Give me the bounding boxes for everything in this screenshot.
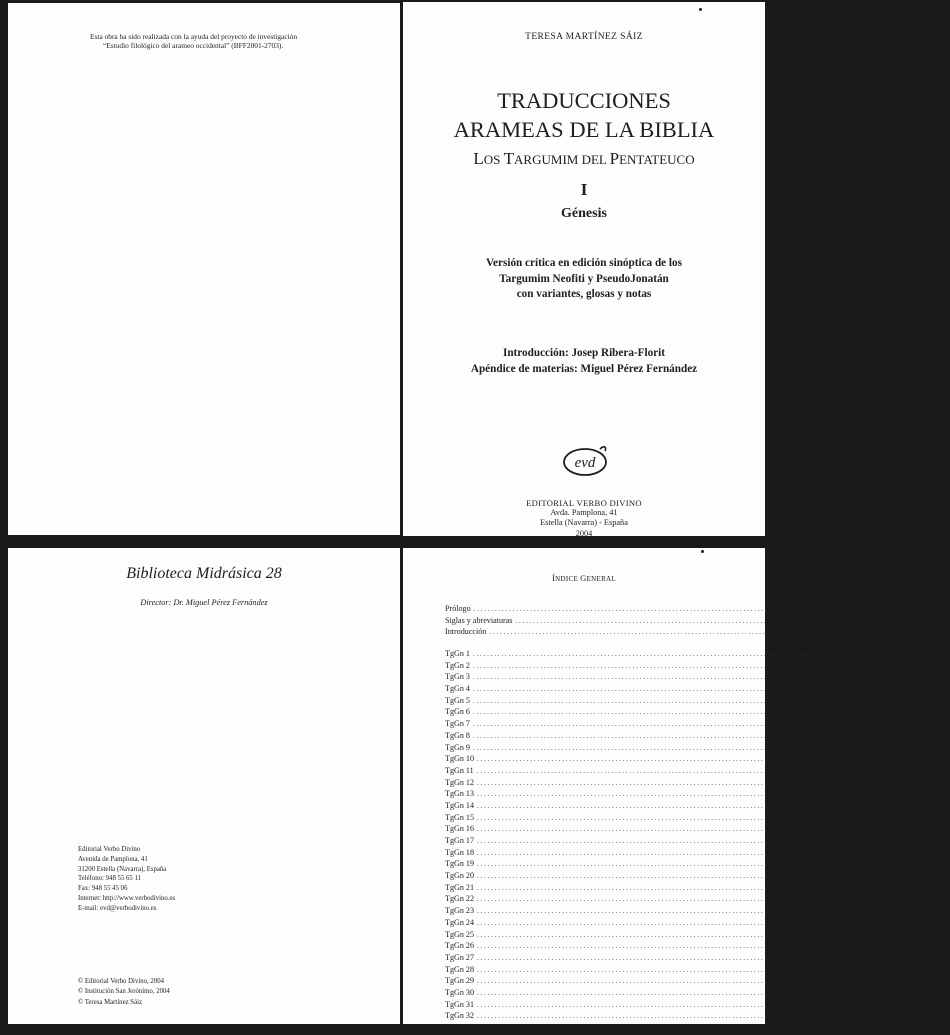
toc-entry-label: TgGn 11: [445, 765, 474, 775]
toc-leader-dots: ........................................................................................................................: [477, 801, 903, 810]
toc-entry: [445, 929, 918, 942]
toc-entry: [445, 615, 950, 628]
toc-leader-dots: ........................................................................................................................: [477, 1012, 903, 1021]
toc-entry: [445, 1023, 918, 1035]
toc-chapters: [445, 649, 918, 1035]
publisher-name: EDITORIAL VERBO DIVINO: [526, 498, 642, 508]
toc-entry-page: 137: [905, 871, 918, 881]
toc-entry-page: 165: [905, 929, 918, 939]
toc-entry-page: 146: [905, 894, 918, 904]
book-title-line-1: TRADUCCIONES: [497, 88, 671, 113]
toc-entry: [445, 871, 918, 883]
description-line: Targumim Neofiti y PseudoJonatán: [499, 272, 669, 285]
toc-entry: [445, 789, 918, 801]
toc-entry-page: 98: [905, 777, 914, 787]
introduction-credit: Introducción: Josep Ribera-Florit: [502, 347, 665, 359]
toc-entry-page: 104: [905, 800, 918, 810]
toc-entry: [445, 999, 918, 1012]
toc-entry-page: 93: [904, 765, 913, 775]
toc-entry-page: 120: [905, 836, 918, 845]
toc-entry: [445, 894, 918, 906]
toc-entry-page: 176: [905, 952, 918, 962]
toc-entry: [445, 800, 918, 813]
toc-entry: [445, 730, 910, 743]
toc-entry-label: TgGn 32: [445, 1011, 474, 1021]
author-name: TERESA MARTÍNEZ SÁIZ: [525, 32, 643, 42]
toc-entry: [445, 742, 910, 755]
contact-line: Editorial Verbo Divino: [78, 846, 141, 853]
toc-front-matter: [445, 604, 950, 639]
toc-entry-label: TgGn 8: [445, 730, 470, 740]
toc-entry-label: TgGn 15: [445, 812, 474, 822]
toc-entry-label: TgGn 4: [445, 684, 470, 694]
toc-entry-page: 195: [905, 987, 918, 997]
toc-entry-page: 183: [905, 964, 918, 974]
toc-leader-dots: ........................................................................................................................: [472, 685, 899, 694]
toc-entry: [445, 627, 922, 639]
toc-entry-label: TgGn 2: [445, 660, 470, 670]
toc-entry-page: 43: [900, 649, 910, 658]
logo-text: evd: [574, 455, 596, 471]
toc-leader-dots: ........................................................................................................................: [477, 1000, 903, 1009]
toc-entry-page: 156: [905, 917, 918, 927]
toc-entry-label: TgGn 31: [445, 999, 474, 1009]
toc-leader-dots: ........................................................................................................................: [472, 696, 899, 705]
publisher-block: [403, 498, 765, 539]
title-page: [403, 2, 765, 536]
toc-title-part: G: [580, 573, 587, 583]
funding-note: [90, 32, 390, 50]
toc-entry-label: TgGn 29: [445, 976, 474, 986]
toc-entry-label: TgGn 10: [445, 754, 474, 764]
toc-entry: [445, 859, 918, 871]
funding-line-2: “Estudio filológico del arameo occidental” (BFF2001-2703).: [103, 41, 284, 51]
toc-page: [403, 548, 950, 1032]
toc-leader-dots: ........................................................................................................................: [472, 661, 899, 670]
toc-entry-label: Introducción: [445, 627, 487, 637]
colophon-page: [8, 548, 400, 1024]
subtitle-part: T: [503, 149, 515, 168]
toc-entry-page: 140: [905, 882, 918, 892]
toc-entry-page: 54: [900, 672, 910, 682]
toc-leader-dots: ........................................................................................................................: [477, 860, 903, 869]
toc-leader-dots: ........................................................................................................................: [477, 825, 903, 834]
toc-leader-dots: ........................................................................................................................: [472, 708, 899, 717]
copyright-line: © Teresa Martínez Sáiz: [78, 998, 143, 1006]
toc-entry: [445, 649, 910, 661]
toc-entry: [445, 824, 917, 836]
toc-entry-page: 109: [905, 812, 918, 822]
toc-entry-page: 101: [905, 789, 918, 799]
contributors: [403, 346, 765, 377]
toc-entry-page: 62: [900, 684, 910, 694]
toc-leader-dots: ........................................................................................................................: [477, 790, 903, 799]
copyright-line: © Editorial Verbo Divino, 2004: [78, 978, 165, 985]
toc-entry-label: TgGn 26: [445, 941, 474, 951]
series-director: Director: Dr. Miguel Pérez Fernández: [140, 598, 268, 607]
contact-line: Internet: http://www.verbodivino.es: [78, 894, 176, 902]
toc-entry-page: 73: [900, 707, 910, 717]
toc-entry: [445, 952, 918, 965]
toc-leader-dots: ........................................................................................................................: [472, 650, 899, 658]
edition-description: [403, 256, 765, 303]
toc-leader-dots: ........................................................................................................................: [477, 965, 903, 974]
toc-entry-page: 69: [900, 695, 910, 705]
toc-entry: [445, 836, 918, 848]
toc-entry: [445, 1011, 918, 1023]
subtitle-part: OS: [483, 152, 504, 167]
toc-entry: [445, 941, 918, 953]
copyright-notice: [78, 977, 170, 1008]
toc-entry-page: 78: [900, 719, 910, 729]
book-title-line-2: ARAMEAS DE LA BIBLIA: [453, 117, 715, 142]
toc-entry-page: 202: [905, 999, 918, 1009]
toc-leader-dots: ........................................................................................................................: [477, 1024, 903, 1032]
book-name: Génesis: [561, 206, 607, 221]
contact-line: Avenida de Pamplona, 41: [78, 855, 148, 863]
toc-entry-label: TgGn 27: [445, 952, 474, 962]
toc-entry-label: TgGn 16: [445, 824, 474, 834]
toc-entry-label: TgGn 22: [445, 894, 474, 904]
toc-entry-label: Prólogo: [445, 604, 471, 613]
toc-entry-label: TgGn 14: [445, 800, 474, 810]
appendix-credit: Apéndice de materias: Miguel Pérez Fernández: [470, 362, 698, 375]
toc-leader-dots: ........................................................................................................................: [477, 872, 903, 881]
description-line: Versión crítica en edición sinóptica de los: [486, 257, 682, 269]
toc-entry: [445, 847, 918, 860]
subtitle-part: ARGUMIM DEL: [514, 152, 610, 167]
subtitle-part: P: [609, 149, 620, 168]
toc-leader-dots: ........................................................................................................................: [477, 918, 903, 927]
subtitle-part: ENTATEUCO: [619, 152, 695, 167]
publisher-city: Estella (Navarra) - España: [540, 518, 628, 528]
contact-line: 31200 Estella (Navarra), España: [78, 865, 167, 873]
toc-entry: [445, 882, 918, 895]
toc-entry: [445, 917, 918, 930]
contact-line: Teléfono: 948 55 65 11: [78, 875, 142, 883]
toc-entry-label: TgGn 33: [445, 1023, 474, 1032]
toc-leader-dots: ........................................................................................................................: [472, 720, 899, 729]
toc-leader-dots: ........................................................................................................................: [477, 837, 903, 845]
toc-entry: [445, 684, 910, 696]
toc-title-part: NDICE: [555, 575, 581, 583]
book-subtitle: [403, 149, 765, 169]
toc-entry-page: 1: [917, 627, 922, 637]
toc-leader-dots: ........................................................................................................................: [489, 628, 916, 637]
toc-entry-label: TgGn 5: [445, 695, 470, 705]
toc-entry-label: TgGn 12: [445, 777, 474, 787]
toc-leader-dots: ........................................................................................................................: [477, 907, 903, 916]
toc-leader-dots: ........................................................................................................................: [477, 953, 903, 962]
toc-leader-dots: ........................................................................................................................: [477, 778, 903, 787]
toc-entry-page: 116: [905, 824, 917, 834]
toc-entry-page: 89: [905, 754, 914, 764]
toc-leader-dots: ........................................................................................................................: [472, 743, 899, 752]
toc-leader-dots: ........................................................................................................................: [477, 988, 903, 997]
toc-entry-page: 189: [905, 976, 918, 986]
toc-entry: [445, 812, 918, 825]
toc-entry-label: TgGn 25: [445, 929, 474, 939]
toc-entry-page: 131: [905, 859, 918, 869]
toc-entry: [445, 604, 908, 616]
toc-leader-dots: ........................................................................................................................: [477, 977, 903, 986]
funding-line-1: Esta obra ha sido realizada con la ayuda del proyecto de investigación: [90, 32, 298, 41]
publisher-address: Avda. Pamplona, 41: [550, 508, 618, 518]
toc-entry-page: 82: [900, 730, 910, 740]
toc-entry: [445, 765, 913, 778]
toc-leader-dots: ........................................................................................................................: [477, 755, 903, 764]
toc-leader-dots: ........................................................................................................................: [477, 942, 903, 951]
toc-title: [403, 573, 765, 583]
evd-logo-icon: [560, 443, 610, 479]
toc-title-part: ENERAL: [586, 575, 617, 583]
funding-page: [8, 3, 400, 535]
toc-entry-label: Siglas y abreviaturas: [445, 615, 513, 625]
toc-entry-label: TgGn 3: [445, 672, 470, 682]
toc-entry: [445, 964, 918, 977]
toc-entry-label: TgGn 30: [445, 987, 474, 997]
toc-entry-page: 171: [905, 941, 918, 951]
toc-entry-page: ix: [901, 604, 908, 613]
toc-entry-label: TgGn 6: [445, 707, 470, 717]
toc-entry-label: TgGn 28: [445, 964, 474, 974]
toc-entry: [445, 719, 910, 731]
toc-leader-dots: ........................................................................................................................: [477, 813, 903, 822]
toc-entry-label: TgGn 19: [445, 859, 474, 869]
toc-entry: [445, 707, 910, 719]
toc-entry-page: 210: [905, 1011, 918, 1021]
toc-entry-label: TgGn 13: [445, 789, 474, 799]
toc-entry-label: TgGn 17: [445, 836, 474, 845]
toc-entry: [445, 987, 918, 1000]
toc-entry-label: TgGn 24: [445, 917, 474, 927]
toc-leader-dots: ........................................................................................................................: [515, 616, 942, 625]
subtitle-part: L: [473, 149, 484, 168]
toc-entry-label: TgGn 7: [445, 719, 470, 729]
toc-title-part: Í: [551, 573, 556, 583]
toc-leader-dots: ........................................................................................................................: [477, 895, 903, 904]
copyright-line: © Institución San Jerónimo, 2004: [78, 988, 170, 996]
toc-entry-page: xi: [943, 615, 950, 625]
toc-entry-label: TgGn 21: [445, 882, 474, 892]
toc-leader-dots: ........................................................................................................................: [472, 731, 899, 740]
toc-entry-label: TgGn 23: [445, 906, 474, 916]
scan-speck: [701, 550, 704, 553]
toc-entry-label: TgGn 9: [445, 742, 470, 752]
description-line: con variantes, glosas y notas: [516, 288, 652, 300]
toc-leader-dots: ........................................................................................................................: [472, 673, 899, 682]
toc-leader-dots: ........................................................................................................................: [473, 605, 900, 613]
toc-leader-dots: ........................................................................................................................: [477, 930, 903, 939]
toc-entry-label: TgGn 18: [445, 847, 474, 857]
toc-entry: [445, 695, 910, 708]
toc-entry: [445, 672, 910, 684]
toc-entry: [445, 976, 918, 988]
toc-leader-dots: ........................................................................................................................: [477, 848, 903, 857]
toc-entry: [445, 777, 914, 790]
toc-entry-page: 85: [900, 742, 910, 752]
toc-entry-page: 49: [900, 660, 910, 670]
toc-entry: [445, 754, 914, 766]
toc-entry-page: 216: [905, 1023, 918, 1032]
toc-entry: [445, 906, 918, 918]
series-title: Biblioteca Midrásica 28: [126, 565, 282, 582]
toc-entry-page: 153: [905, 906, 918, 916]
contact-line: E-mail: evd@verbodivino.es: [78, 904, 157, 912]
toc-entry-label: TgGn 20: [445, 871, 474, 881]
toc-entry: [445, 660, 910, 673]
publication-year: 2004: [575, 528, 593, 538]
toc-leader-dots: ........................................................................................................................: [477, 883, 903, 892]
volume-number: I: [580, 180, 588, 199]
toc-leader-dots: ........................................................................................................................: [476, 766, 903, 775]
publisher-contact: [78, 845, 175, 914]
contact-line: Fax: 948 55 45 06: [78, 885, 128, 893]
toc-entry-page: 124: [905, 847, 918, 857]
scan-speck: [699, 8, 702, 11]
toc-entry-label: TgGn 1: [445, 649, 470, 658]
